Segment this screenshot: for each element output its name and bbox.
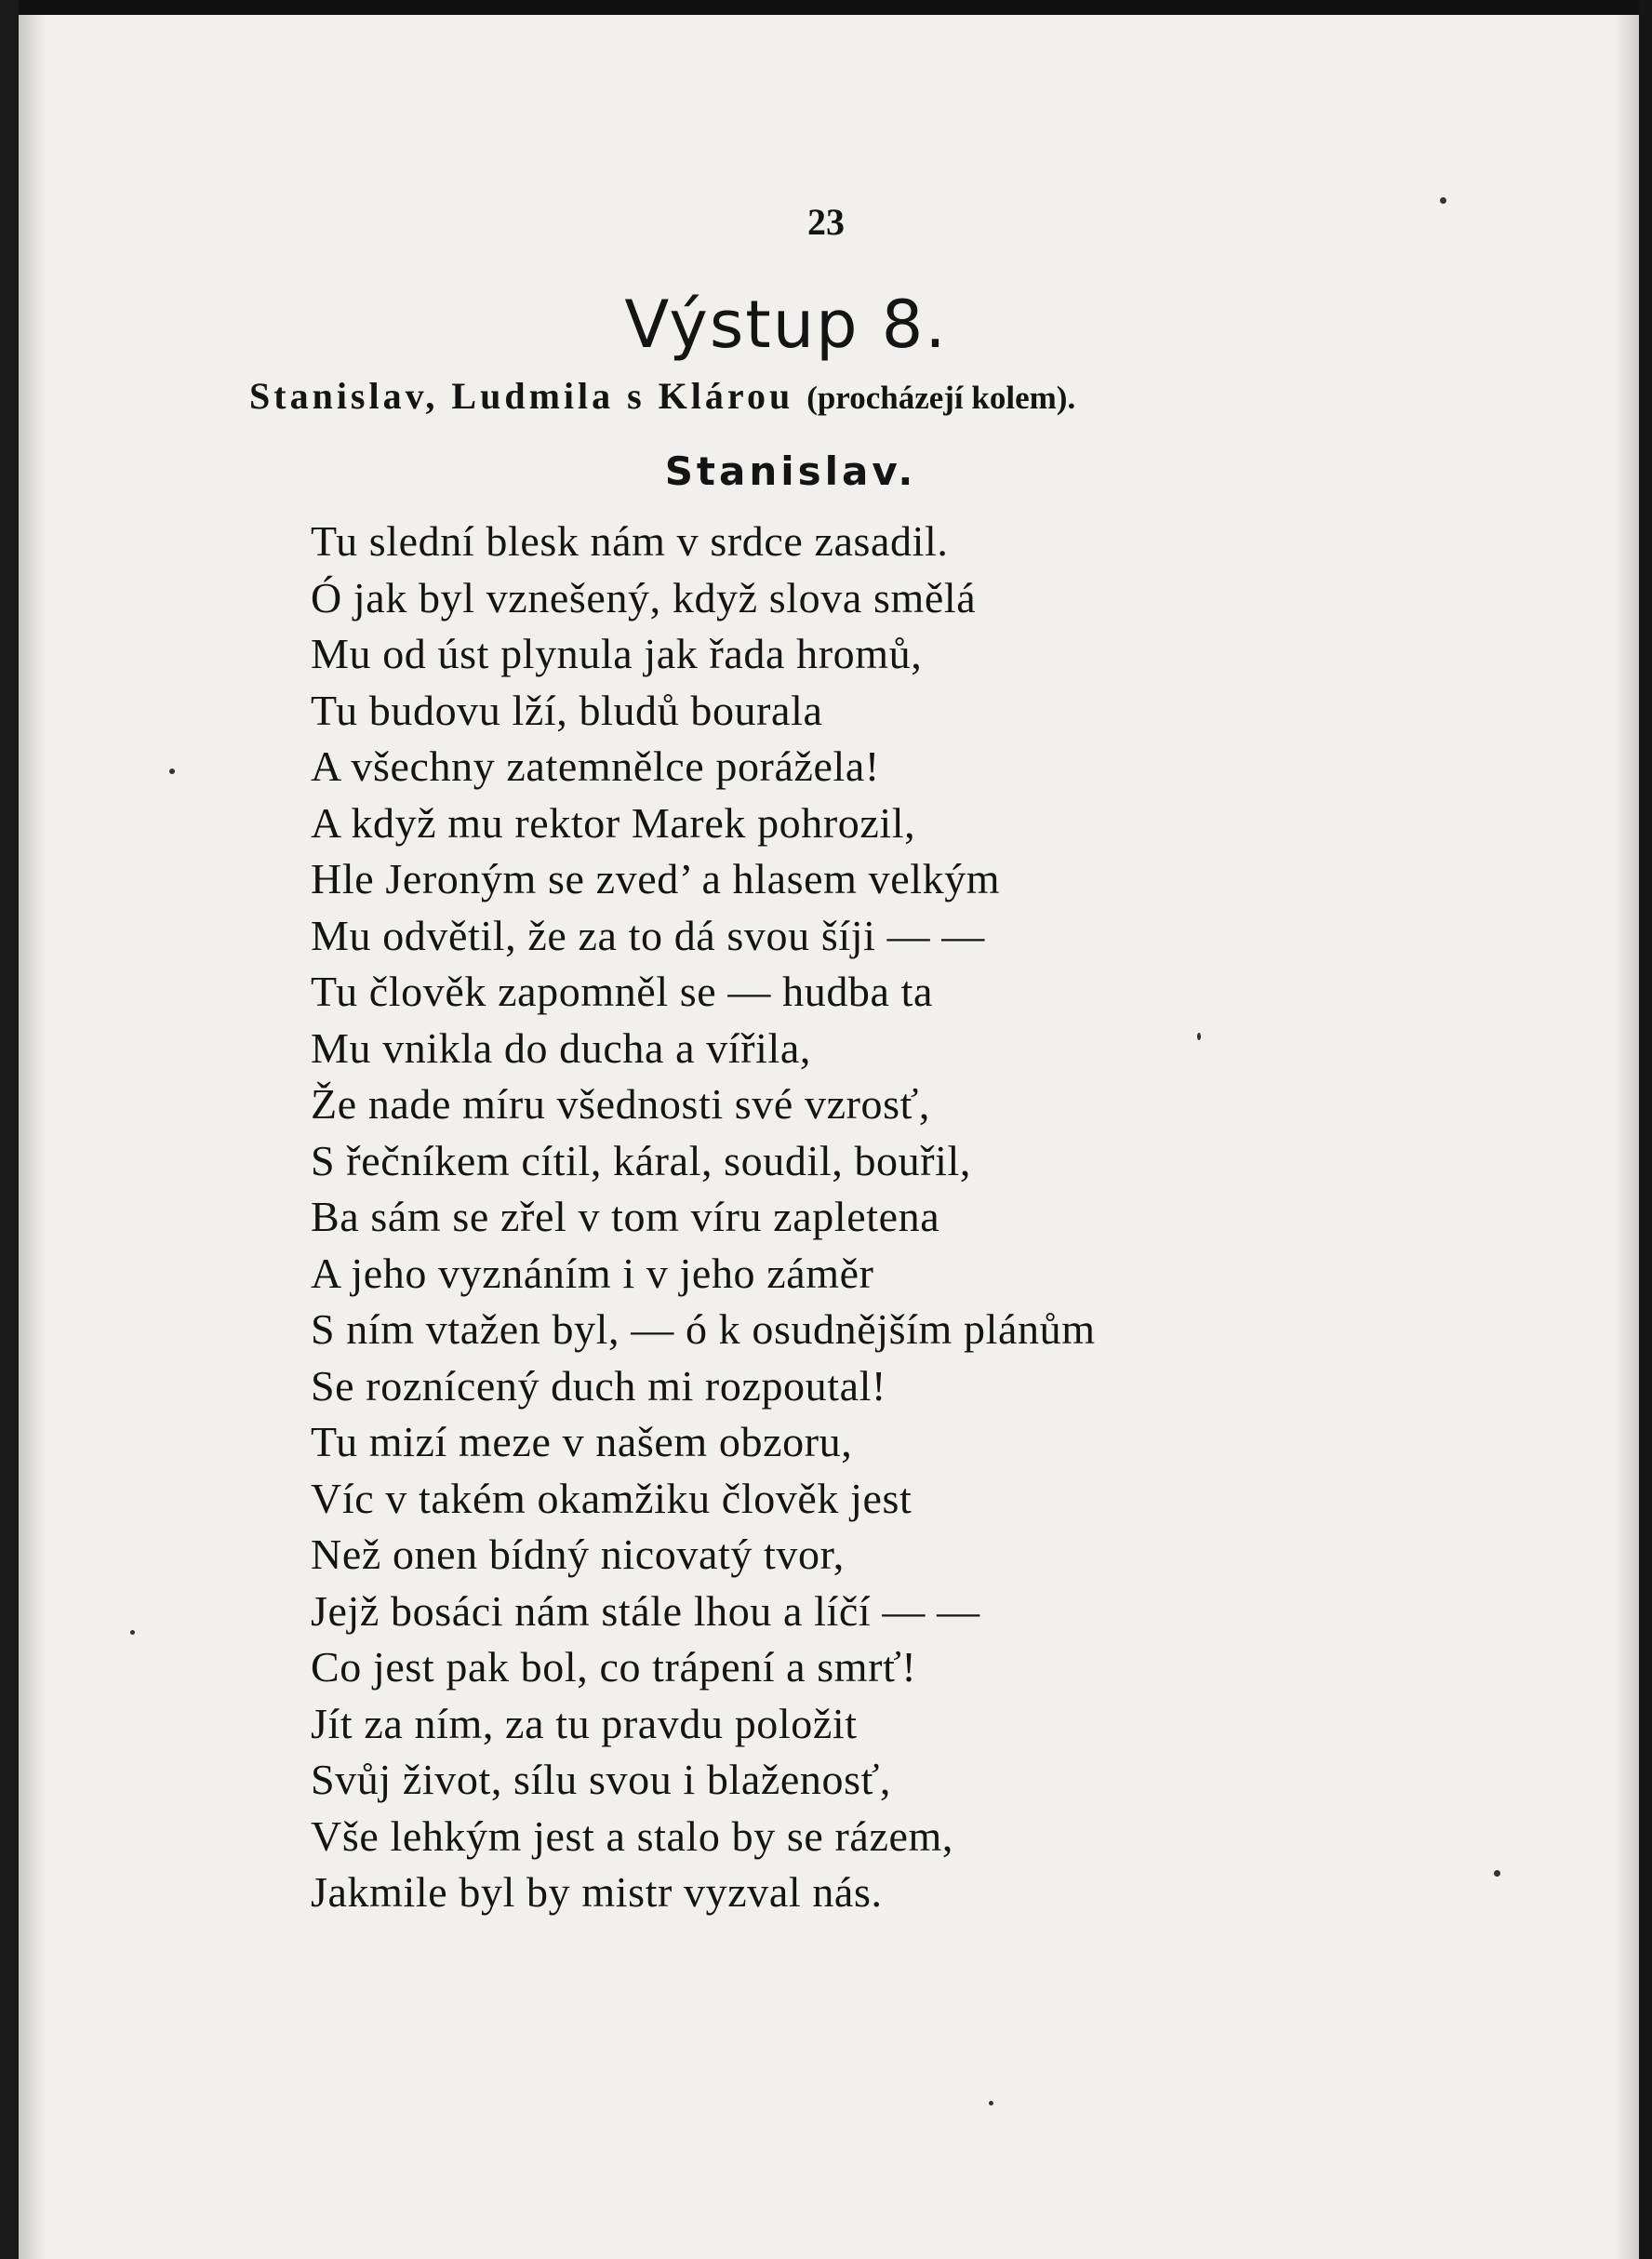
verse-line: A jeho vyznáním i v jeho záměr: [311, 1249, 874, 1297]
verse-block: [311, 514, 1096, 1921]
verse-line: Ó jak byl vznešený, když slova smělá: [311, 573, 977, 622]
dust-speck: [1494, 1870, 1500, 1877]
verse-line: Že nade míru všednosti své vzrosť,: [311, 1080, 931, 1128]
verse-line: Mu od úst plynula jak řada hromů,: [311, 630, 923, 677]
stage-direction: (procházejí kolem).: [806, 380, 1076, 416]
verse-line: Než onen bídný nicovatý tvor,: [311, 1531, 845, 1578]
verse-line: S řečníkem cítil, káral, soudil, bouřil,: [311, 1136, 972, 1184]
verse-line: Jít za ním, za tu pravdu položit: [311, 1699, 858, 1747]
verse-line: Ba sám se zřel v tom víru zapletena: [311, 1193, 940, 1240]
dust-speck: [1197, 1033, 1201, 1040]
verse-line: Hle Jeroným se zved’ a hlasem velkým: [311, 855, 1001, 902]
verse-line: Jejž bosáci nám stále lhou a líčí — —: [311, 1586, 980, 1635]
verse-line: Co jest pak bol, co trápení a smrť!: [311, 1643, 917, 1691]
dust-speck: [989, 2101, 993, 2105]
verse-line: Mu vnikla do ducha a vířila,: [311, 1023, 812, 1072]
verse-line: Jakmile byl by mistr vyzval nás.: [311, 1868, 883, 1916]
verse-line: Tu slední blesk nám v srdce zasadil.: [311, 517, 949, 565]
verse-line: Tu mizí meze v našem obzoru,: [311, 1418, 853, 1465]
verse-line: Mu odvětil, že za to dá svou šíji — —: [311, 911, 985, 959]
page-edge-shadow: [1615, 15, 1639, 2259]
scene-title: Výstup 8.: [624, 287, 948, 363]
page-number: 23: [807, 201, 845, 243]
scan-top-border: [0, 0, 1652, 15]
verse-line: A když mu rektor Marek pohrozil,: [311, 798, 916, 847]
verse-line: Tu budovu lží, bludů bourala: [311, 686, 823, 734]
verse-line: A všechny zatemnělce porážela!: [311, 742, 880, 790]
scan-right-border: [1639, 0, 1652, 2259]
cast-names: Stanislav, Ludmila s Klárou: [249, 375, 794, 417]
verse-line: Se roznícený duch mi rozpoutal!: [311, 1361, 886, 1410]
cast-list: [249, 374, 1075, 418]
dust-speck: [169, 769, 175, 774]
verse-line: S ním vtažen byl, — ó k osudnějším plánům: [311, 1305, 1096, 1353]
verse-line: Víc v takém okamžiku člověk jest: [311, 1474, 913, 1522]
verse-line: Svůj život, sílu svou i blaženosť,: [311, 1756, 891, 1803]
verse-line: Tu člověk zapomněl se — hudba ta: [311, 968, 934, 1015]
verse-line: Vše lehkým jest a stalo by se rázem,: [311, 1811, 953, 1860]
dust-speck: [130, 1630, 135, 1635]
speaker-name: Stanislav.: [664, 448, 917, 494]
